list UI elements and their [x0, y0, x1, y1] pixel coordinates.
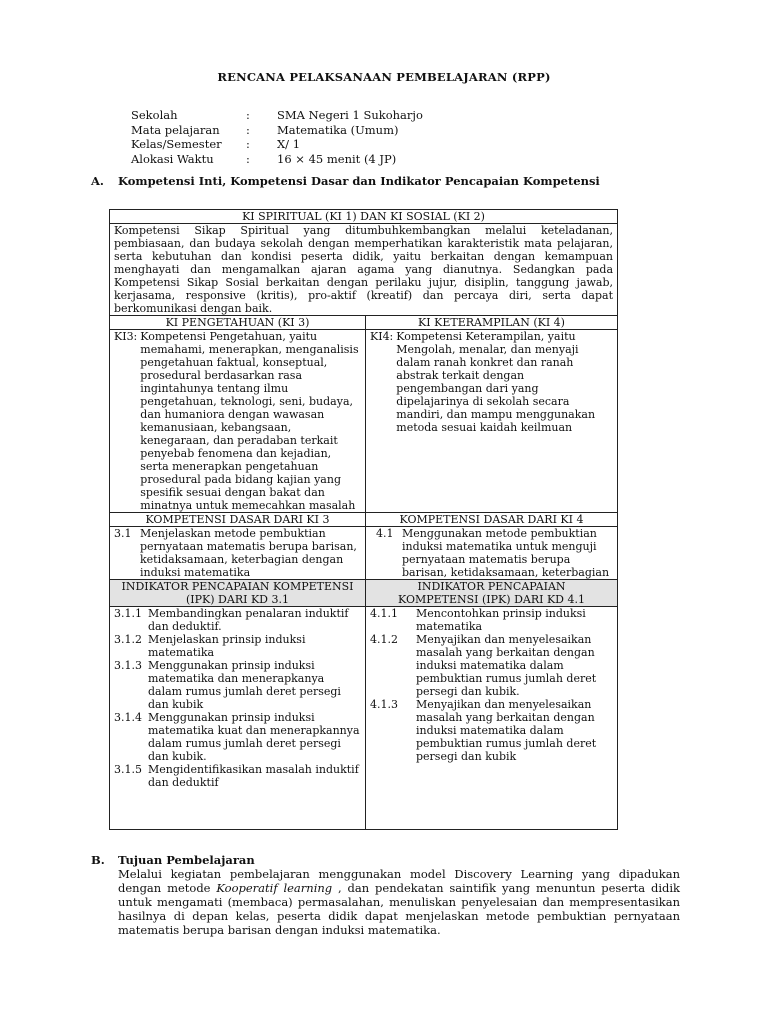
tujuan-text-italic: Kooperatif learning: [216, 881, 333, 895]
ki3-text: Kompetensi Pengetahuan, yaitu memahami, menerapkan, menganalisis pengetahuan faktual, konseptual, prosedural berdasarkan rasa ingintahunya tentang ilmu pengetahuan, teknologi, seni, budaya, dan humaniora dengan wawasan kemanusiaan, kebangsaan, kenegaraan, dan peradaban terkait penyebab fenomena dan kejadian, serta menerapkan pengetahuan prosedural pada bidang kajian yang spesifik sesuai dengan bakat dan minatnya untuk memecahkan masalah: [140, 330, 359, 512]
ipk4-number: 4.1.2: [370, 633, 398, 646]
info-colon: :: [246, 151, 250, 166]
ipk3-number: 3.1.1: [114, 607, 142, 620]
ipk4-header-line1: INDIKATOR PENCAPAIAN: [417, 580, 566, 593]
ki4-text: Kompetensi Keterampilan, yaitu Mengolah, menalar, dan menyaji dalam ranah konkret dan ranah abstrak terkait dengan pengembangan dari yang dipelajarinya di sekolah secara mandiri, dan mampu menggunakan metoda sesuai kaidah keilmuan: [396, 330, 596, 434]
ipk3-header-line2: (IPK) DARI KD 3.1: [186, 593, 289, 606]
ipk4-header-line2: KOMPETENSI (IPK) DARI KD 4.1: [398, 593, 585, 606]
section-a-number: A.: [91, 174, 104, 188]
ipk3-number: 3.1.5: [114, 763, 142, 776]
info-row-kelas: [131, 137, 423, 152]
ipk3-item: [114, 659, 361, 711]
section-b-number: B.: [91, 853, 105, 867]
ipk3-number: 3.1.2: [114, 633, 142, 646]
section-b-heading: [91, 853, 255, 867]
kd3-header: KOMPETENSI DASAR DARI KI 3: [110, 513, 366, 527]
info-row-sekolah: [131, 108, 423, 123]
info-colon: :: [246, 122, 250, 137]
identity-block: [131, 108, 423, 166]
ipk4-text: Menyajikan dan menyelesaikan masalah yang berkaitan dengan induksi matematika dalam pembuktian rumus jumlah deret persegi dan kubik: [416, 698, 597, 763]
ki4-header: KI KETERAMPILAN (KI 4): [366, 316, 618, 330]
info-colon: :: [246, 108, 250, 122]
ipk3-number: 3.1.4: [114, 711, 142, 724]
info-label: Kelas/Semester: [131, 137, 222, 151]
kd3-text: Menjelaskan metode pembuktian pernyataan matematis berupa barisan, ketidaksamaan, keterbagian dengan induksi matematika: [140, 527, 357, 579]
ipk3-item: [114, 633, 361, 659]
ipk3-item: [114, 711, 361, 763]
info-value: Matematika (Umum): [277, 122, 399, 137]
kd4-header: KOMPETENSI DASAR DARI KI 4: [366, 513, 618, 527]
competency-table: [109, 209, 618, 830]
ipk3-number: 3.1.3: [114, 659, 142, 672]
ipk4-number: 4.1.1: [370, 607, 398, 620]
section-a-title: Kompetensi Inti, Kompetensi Dasar dan Indikator Pencapaian Kompetensi: [118, 174, 600, 188]
ki3-header: KI PENGETAHUAN (KI 3): [110, 316, 366, 330]
ipk3-text: Menggunakan prinsip induksi matematika kuat dan menerapkannya dalam rumus jumlah deret persegi dan kubik.: [148, 711, 360, 763]
kd4-text: Menggunakan metode pembuktian induksi matematika untuk menguji pernyataan matematis berupa barisan, ketidaksamaan, keterbagian: [402, 527, 610, 579]
kd4-number: 4.1: [376, 527, 394, 540]
ipk3-item: [114, 607, 361, 633]
info-value: SMA Negeri 1 Sukoharjo: [277, 108, 423, 122]
info-value: X/ 1: [277, 137, 301, 151]
ipk3-text: Mengidentifikasikan masalah induktif dan deduktif: [148, 763, 359, 789]
info-label: Mata pelajaran: [131, 122, 220, 137]
section-a-heading: [91, 174, 600, 188]
ipk3-header: [110, 580, 366, 607]
document-title: RENCANA PELAKSANAAN PEMBELAJARAN (RPP): [217, 70, 551, 84]
ipk3-text: Menjelaskan prinsip induksi matematika: [148, 633, 306, 659]
ipk3-text: Membandingkan penalaran induktif dan deduktif.: [148, 607, 349, 633]
kd4-cell: [366, 527, 618, 580]
ipk4-item: [370, 633, 613, 698]
ipk4-text: Mencontohkan prinsip induksi matematika: [416, 607, 586, 633]
ipk4-header: [366, 580, 618, 607]
info-colon: :: [246, 137, 250, 151]
ipk3-header-line1: INDIKATOR PENCAPAIAN KOMPETENSI: [121, 580, 354, 593]
ipk4-item: [370, 698, 613, 763]
ipk4-number: 4.1.3: [370, 698, 398, 711]
ki3-label: KI3:: [114, 330, 138, 343]
ipk3-text: Menggunakan prinsip induksi matematika dan menerapkanya dalam rumus jumlah deret persegi dan kubik: [148, 659, 341, 711]
info-row-alokasi: [131, 152, 423, 167]
tujuan-text-after: , dan pendekatan saintifik yang menuntun peserta didik untuk mengamati (membaca) permasalahan, menuliskan penyelesaian dan mempresentasikan hasilnya di depan kelas, peserta didik dapat menjelaskan metode pembuktian pernyataan matematis berupa barisan dengan induksi matematika.: [118, 881, 681, 937]
ki4-cell: [366, 330, 618, 513]
ipk4-text: Menyajikan dan menyelesaikan masalah yang berkaitan dengan induksi matematika dalam pembuktian rumus jumlah deret persegi dan kubik.: [416, 633, 597, 698]
ipk4-cell: [366, 607, 618, 830]
info-label: Alokasi Waktu: [131, 151, 214, 166]
ki-spiritual-header: KI SPIRITUAL (KI 1) DAN KI SOSIAL (KI 2): [110, 210, 618, 224]
info-row-mapel: [131, 123, 423, 138]
ki-spiritual-text: Kompetensi Sikap Spiritual yang ditumbuhkembangkan melalui keteladanan, pembiasaan, dan budaya sekolah dengan memperhatikan karakteristik mata pelajaran, serta kebutuhan dan kondisi peserta didik, yaitu berkaitan dengan kemampuan menghayati dan mengamalkan ajaran agama yang dianutnya. Sedangkan pada Kompetensi Sikap Sosial berkaitan dengan perilaku jujur, disiplin, tanggung jawab, kerjasama, responsive (kritis), pro-aktif (kreatif) dan percaya diri, serta dapat berkomunikasi dengan baik.: [110, 224, 618, 316]
tujuan-text-before: Melalui kegiatan pembelajaran menggunakan model Discovery Learning yang dipadukan dengan metode: [118, 867, 680, 895]
tujuan-paragraph: [118, 867, 680, 937]
ki4-label: KI4:: [370, 330, 394, 343]
ipk3-cell: [110, 607, 366, 830]
ki3-cell: [110, 330, 366, 513]
ipk4-item: [370, 607, 613, 633]
kd3-number: 3.1: [114, 527, 132, 540]
ipk3-item: [114, 763, 361, 789]
info-value: 16 × 45 menit (4 JP): [277, 151, 397, 166]
kd3-cell: [110, 527, 366, 580]
section-b-title: Tujuan Pembelajaran: [118, 853, 255, 867]
info-label: Sekolah: [131, 108, 178, 122]
